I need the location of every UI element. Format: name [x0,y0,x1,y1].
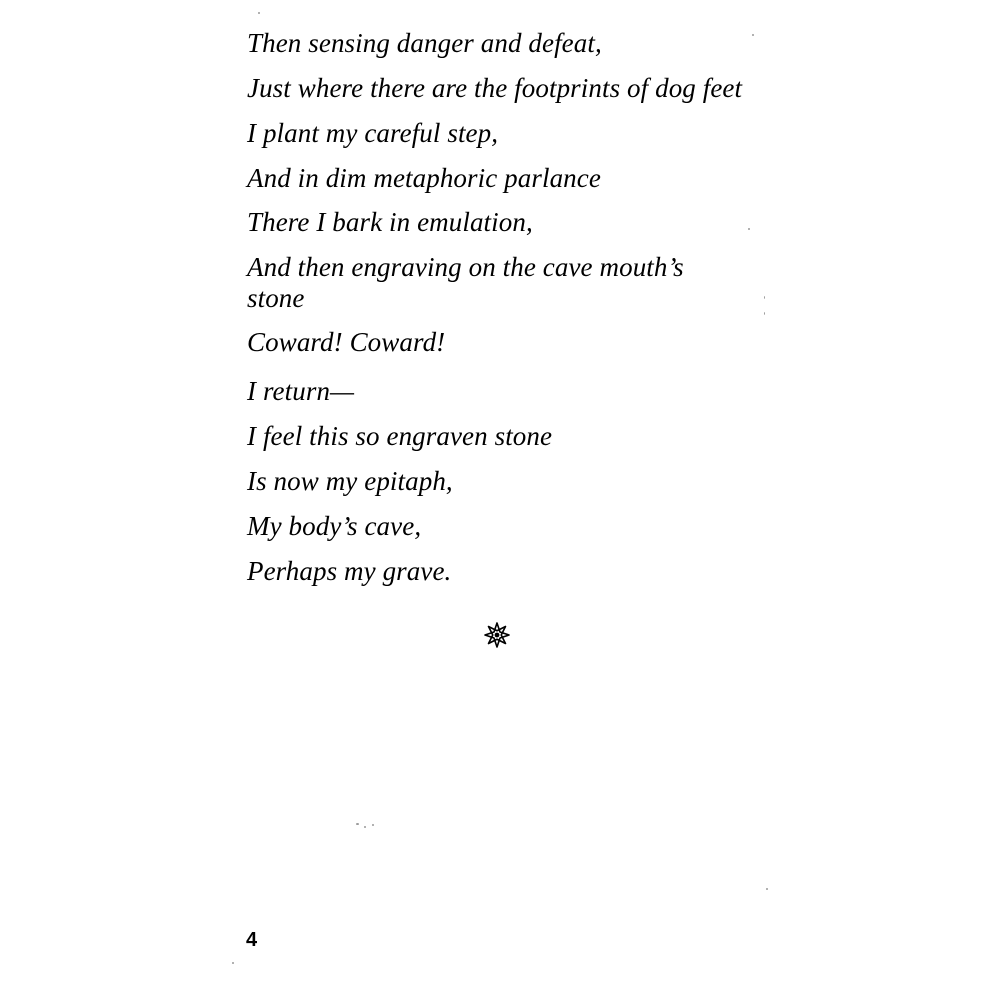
poem-line: I return— [247,376,355,406]
scan-speck [232,962,234,964]
scan-speck [766,888,768,890]
poem-line: Coward! Coward! [247,327,446,357]
scan-speck [356,823,359,825]
poem-line: Is now my epitaph, [247,466,453,496]
poem-line: And in dim metaphoric parlance [247,163,601,193]
star-flower-ornament-icon [484,622,510,648]
scan-speck [372,824,374,826]
poem-line: I feel this so engraven stone [247,421,553,451]
scan-speck [764,296,765,299]
page-number: 4 [246,929,258,951]
scan-speck [752,34,754,36]
poem-line: Just where there are the footprints of dog feet [247,73,743,103]
scan-speck [258,12,260,14]
poem-line: And then engraving on the cave mouth’s stone [247,252,691,313]
poem-line: I plant my careful step, [247,118,499,148]
poem-line: Perhaps my grave. [247,556,452,586]
poem-line: There I bark in emulation, [247,207,533,237]
poem-line: Then sensing danger and defeat, [247,28,602,58]
poem-stanza [247,28,807,587]
scan-speck [748,228,750,230]
scan-speck [364,826,366,828]
poem-line: My body’s cave, [247,511,422,541]
scan-speck [764,312,765,315]
